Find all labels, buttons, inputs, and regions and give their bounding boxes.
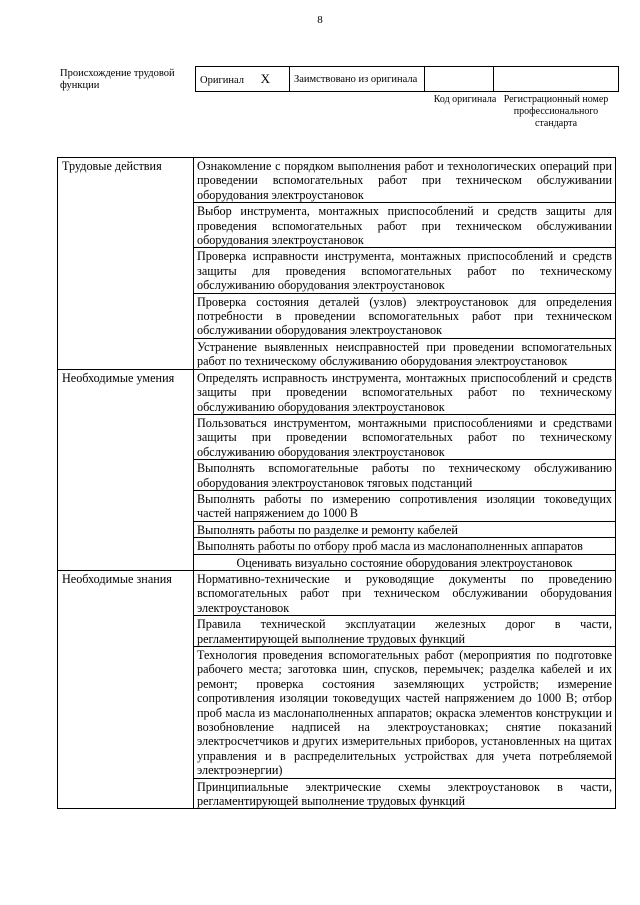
origin-table xyxy=(195,66,619,92)
table-cell: Оценивать визуально состояние оборудования электроустановок xyxy=(194,554,616,570)
table-cell: Выполнять вспомогательные работы по техническому обслуживанию оборудования электроустановок тяговых подстанций xyxy=(194,460,616,491)
table-cell: Ознакомление с порядком выполнения работ и технологических операций при проведении вспомогательных работ при техническом обслуживании оборудования электроустановок xyxy=(194,158,616,203)
table-cell: Выбор инструмента, монтажных приспособлений и средств защиты для проведения вспомогательных работ при техническом обслуживании оборудования электроустановок xyxy=(194,203,616,248)
table-cell: Принципиальные электрические схемы электроустановок в части, регламентирующей выполнение трудовых функций xyxy=(194,778,616,809)
table-cell: Технология проведения вспомогательных работ (мероприятия по подготовке рабочего места; заготовка шин, спусков, перемычек; разделка кабелей и их ремонт; проверка состояния заземляющих устройств; измерение сопротивления изоляции токоведущих частей напряжением до 1000 В; отбор проб масла из маслонаполненных аппаратов; окраска элементов конструкции и возобновление надписей на электроустановках; снятие показаний электросчетчиков и других измерительных приборов, установленных на щитах управления и в распределительных устройствах для учета потребляемой электроэнергии) xyxy=(194,647,616,779)
table-row xyxy=(58,570,616,615)
section-label-knowledge: Необходимые знания xyxy=(58,570,194,809)
section-label-actions: Трудовые действия xyxy=(58,158,194,370)
reg-number-caption: Регистрационный номер профессионального стандарта xyxy=(503,94,609,129)
borrowed-cell: Заимствовано из оригинала xyxy=(290,67,425,92)
original-mark: X xyxy=(260,70,271,86)
table-cell: Выполнять работы по измерению сопротивления изоляции токоведущих частей напряжением до 1000 В xyxy=(194,490,616,521)
table-row xyxy=(58,369,616,414)
table-cell: Нормативно-технические и руководящие документы по проведению вспомогательных работ при техническом обслуживании оборудования электроустановок xyxy=(194,570,616,615)
origin-label: Происхождение трудовой функции xyxy=(60,68,175,91)
table-cell: Определять исправность инструмента, монтажных приспособлений и средств защиты при проведении вспомогательных работ по техническому обслуживанию оборудования электроустановок xyxy=(194,369,616,414)
table-cell: Пользоваться инструментом, монтажными приспособлениями и средствами защиты при проведении вспомогательных работ по техническому обслуживанию оборудования электроустановок xyxy=(194,414,616,459)
code-caption: Код оригинала xyxy=(433,94,497,105)
table-cell: Выполнять работы по разделке и ремонту кабелей xyxy=(194,521,616,537)
function-table xyxy=(57,157,616,809)
table-cell: Выполнять работы по отбору проб масла из маслонаполненных аппаратов xyxy=(194,538,616,554)
code-cell xyxy=(425,67,494,92)
section-label-skills: Необходимые умения xyxy=(58,369,194,570)
original-cell xyxy=(196,67,290,92)
table-cell: Проверка исправности инструмента, монтажных приспособлений и средств защиты для проведения вспомогательных работ по техническому обслуживанию оборудования электроустановок xyxy=(194,248,616,293)
reg-number-cell xyxy=(494,67,619,92)
page-number: 8 xyxy=(317,14,323,26)
original-label: Оригинал xyxy=(200,74,244,86)
table-cell: Правила технической эксплуатации железных дорог в части, регламентирующей выполнение трудовых функций xyxy=(194,616,616,647)
table-cell: Проверка состояния деталей (узлов) электроустановок для определения потребности в проведении вспомогательных работ при техническом обслуживании оборудования электроустановок xyxy=(194,293,616,338)
table-cell: Устранение выявленных неисправностей при проведении вспомогательных работ по техническому обслуживанию оборудования электроустановок xyxy=(194,338,616,369)
table-row xyxy=(58,158,616,203)
